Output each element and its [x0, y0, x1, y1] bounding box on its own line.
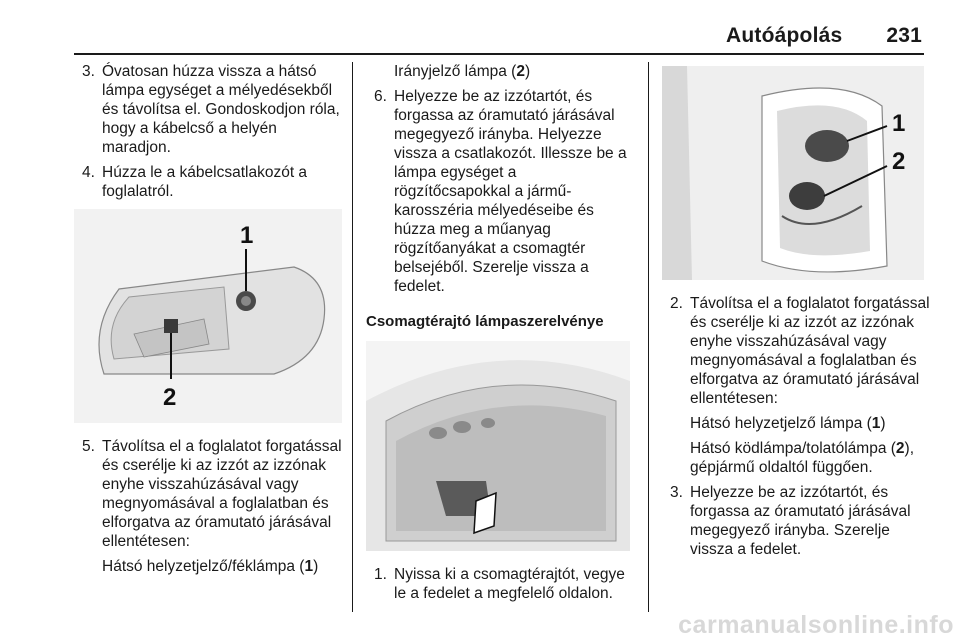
column-divider-left [352, 62, 353, 612]
step-text: Óvatosan húzza vissza a hátsó lámpa egységet a mélyedésekből és távolítsa el. Gondoskodjon róla, hogy a kábelcső a helyén maradjon. [102, 63, 340, 156]
lamp-label-end: ) [313, 558, 319, 575]
lamp-turn-signal [366, 62, 636, 81]
step-text: Távolítsa el a foglalatot forgatással és cserélje ki az izzót az izzónak enyhe visszahúzásával vagy megnyomásával a foglalatban és elforgatva az óramutató járásával ellentétesen: [102, 438, 342, 550]
step-number: 6. [374, 88, 387, 105]
lamp-fog-reverse [662, 439, 932, 477]
step-number: 5. [82, 438, 95, 455]
tailgate-illustration [366, 341, 630, 551]
step-1 [366, 565, 636, 603]
page-number: 231 [886, 24, 922, 47]
tailgate-lamp-figure [662, 66, 924, 280]
page-header [726, 24, 922, 48]
step-2 [662, 294, 932, 408]
lamp-label: Hátsó helyzetjelző/féklámpa ( [102, 558, 305, 575]
step-text: Nyissa ki a csomagtérajtót, vegye le a fedelet a megfelelő oldalon. [394, 566, 625, 602]
rear-lamp-illustration [74, 209, 342, 423]
step-text: Húzza le a kábelcsatlakozót a foglalatról. [102, 164, 308, 200]
lamp-label: Hátsó helyzetjelző lámpa ( [690, 415, 872, 432]
watermark: carmanualsonline.info [678, 611, 954, 639]
lamp-label: Hátsó ködlámpa/tolatólámpa ( [690, 440, 896, 457]
page-title: Autóápolás [726, 24, 843, 47]
step-4 [74, 163, 344, 201]
callout-1: 1 [240, 222, 254, 249]
step-number: 4. [82, 164, 95, 181]
column-1 [74, 62, 344, 582]
column-divider-right [648, 62, 649, 612]
step-6 [366, 87, 636, 296]
lamp-label-end: ) [524, 63, 531, 80]
step-number: 3. [670, 484, 683, 501]
column-2 [366, 62, 636, 609]
tailgate-lamp-illustration [662, 66, 924, 280]
lamp-label: Irányjelző lámpa ( [394, 63, 517, 80]
lamp-label-end: ), gépjármű oldaltól függően. [690, 440, 915, 476]
step-3-right [662, 483, 932, 559]
callout-2: 2 [163, 384, 177, 411]
header-rule [74, 53, 924, 55]
tailgate-figure [366, 341, 630, 551]
column-3 [662, 62, 932, 565]
step-3-left [74, 62, 344, 157]
rear-lamp-figure [74, 209, 342, 423]
lamp-ref-number: 1 [304, 558, 314, 575]
callout-1: 1 [892, 110, 906, 137]
step-text: Távolítsa el a foglalatot forgatással és cserélje ki az izzót az izzónak enyhe visszahúzásával vagy megnyomásával a foglalatban és elforgatva az óramutató járásával ellentétesen: [690, 295, 930, 407]
section-heading: Csomagtérajtó lámpaszerelvénye [366, 313, 604, 330]
step-number: 2. [670, 295, 683, 312]
step-text: Helyezze be az izzótartót, és forgassa az óramutató járásával megegyező irányba. Szerelje vissza a fedelet. [690, 484, 911, 558]
lamp-ref-number: 2 [516, 63, 525, 80]
lamp-rear-position [662, 414, 932, 433]
lamp-ref-number: 1 [871, 415, 881, 432]
step-text: Helyezze be az izzótartót, és forgassa az óramutató járásával megegyező irányba. Helyezze vissza a csatlakozót. Illessze be a lámpa egységet a rögzítőcsapokkal a jármű-karosszéria mélyedéseibe és húzza meg a műanyag rögzítőanyákat a csomagtér belsejéből. Szerelje vissza a fedelet. [394, 88, 627, 295]
lamp-ref-number: 2 [895, 440, 905, 457]
callout-2: 2 [892, 148, 906, 175]
step-number: 1. [374, 566, 387, 583]
lamp-label-end: ) [880, 415, 886, 432]
lamp-rear-position-brake [74, 557, 344, 576]
step-number: 3. [82, 63, 95, 80]
step-5 [74, 437, 344, 551]
